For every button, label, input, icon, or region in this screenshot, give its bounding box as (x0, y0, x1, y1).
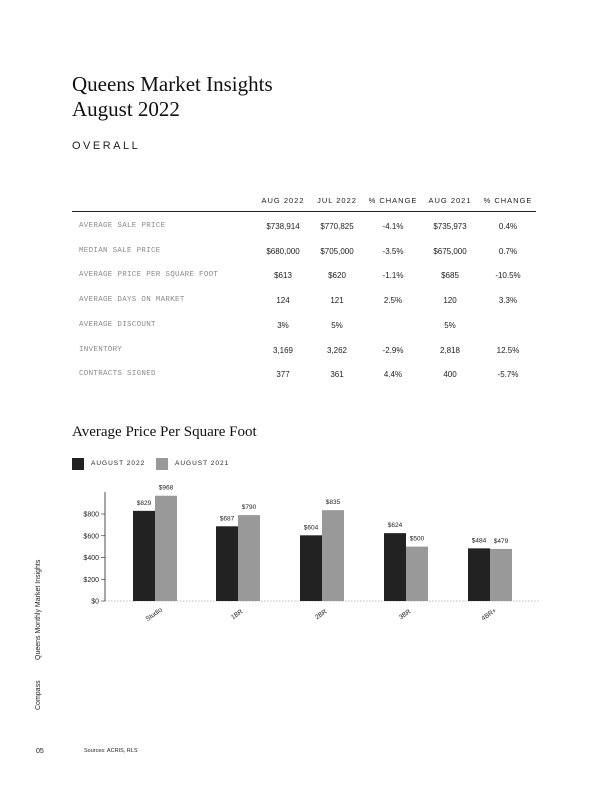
table-cell: -1.1% (382, 271, 404, 280)
bar-aug-2022 (300, 535, 322, 601)
table-cell: 3,169 (272, 346, 294, 355)
bar-value-label: $479 (493, 537, 509, 545)
bar-value-label: $484 (471, 537, 487, 545)
table-cell: 3.3% (498, 296, 518, 305)
table-cell: 0.7% (498, 247, 518, 256)
table-cell: 4.4% (383, 370, 403, 379)
table-row (0, 222, 612, 236)
bar-value-label: $687 (219, 515, 235, 523)
bar-value-label: $624 (387, 522, 403, 530)
table-cell: $680,000 (266, 247, 300, 256)
bar-aug-2021 (490, 549, 512, 601)
sources-note: Sources: ACRIS, RLS (84, 748, 138, 754)
table-cell: $705,000 (320, 247, 354, 256)
x-tick-label: Studio (144, 606, 164, 623)
table-cell: $735,973 (433, 222, 467, 231)
bar-value-label: $829 (136, 499, 152, 507)
column-header: % CHANGE (483, 196, 533, 205)
bar-aug-2021 (155, 496, 177, 601)
table-cell: -4.1% (382, 222, 404, 231)
table-cell: $675,000 (433, 247, 467, 256)
chart-title: Average Price Per Square Foot (72, 424, 257, 440)
bar-chart (0, 470, 612, 640)
title-line-1: Queens Market Insights (72, 72, 273, 96)
table-cell: 361 (330, 370, 344, 379)
table-cell: -10.5% (495, 271, 521, 280)
bar-value-label: $790 (241, 504, 257, 512)
bar-aug-2022 (384, 533, 406, 601)
column-header: JUL 2022 (317, 196, 357, 205)
table-row (0, 271, 612, 285)
y-tick-label: $600 (83, 533, 99, 541)
table-cell: $770,825 (320, 222, 354, 231)
y-tick-label: $200 (83, 576, 99, 584)
table-cell: 3,262 (326, 346, 348, 355)
bar-aug-2022 (216, 526, 238, 601)
table-cell: -5.7% (497, 370, 519, 379)
page-number: 05 (36, 748, 44, 755)
table-row (0, 247, 612, 261)
bar-aug-2021 (238, 515, 260, 601)
bar-value-label: $835 (325, 499, 341, 507)
row-label: AVERAGE PRICE PER SQUARE FOOT (79, 271, 219, 279)
row-label: MEDIAN SALE PRICE (79, 247, 161, 255)
table-row (0, 370, 612, 384)
section-label: OVERALL (72, 140, 141, 152)
table-cell: 121 (330, 296, 344, 305)
bar-value-label: $968 (158, 484, 174, 492)
legend-swatch (156, 458, 168, 470)
column-header: AUG 2021 (428, 196, 472, 205)
table-cell: 5% (331, 321, 343, 330)
bar-aug-2022 (468, 548, 490, 601)
table-row (0, 321, 612, 335)
row-label: CONTRACTS SIGNED (79, 370, 156, 378)
x-tick-label: 1BR (229, 608, 245, 622)
column-header: AUG 2022 (261, 196, 305, 205)
table-cell: 2,818 (439, 346, 461, 355)
x-tick-label: 4BR+ (480, 607, 498, 623)
table-cell: -3.5% (382, 247, 404, 256)
y-tick-label: $400 (83, 555, 99, 562)
title-line-2: August 2022 (72, 97, 180, 121)
legend-swatch (72, 458, 84, 470)
bar-value-label: $500 (409, 535, 425, 543)
table-rule (72, 211, 536, 212)
x-tick-label: 2BR (313, 608, 329, 622)
bar-aug-2022 (133, 511, 155, 601)
y-tick-label: $0 (91, 598, 99, 606)
table-cell: 5% (444, 321, 456, 330)
page-title (72, 72, 273, 122)
legend-label: AUGUST 2021 (175, 460, 230, 467)
table-cell: 124 (276, 296, 290, 305)
table-row (0, 346, 612, 360)
table-cell: $620 (328, 271, 346, 280)
bar-value-label: $604 (303, 524, 319, 532)
row-label: AVERAGE DISCOUNT (79, 321, 156, 329)
y-tick-label: $800 (83, 511, 99, 519)
legend-label: AUGUST 2022 (91, 460, 146, 467)
row-label: AVERAGE SALE PRICE (79, 222, 166, 230)
sidebar-publication: Queens Monthly Market Insights (35, 559, 42, 660)
bar-aug-2021 (322, 510, 344, 601)
table-cell: 3% (277, 321, 289, 330)
table-cell: -2.9% (382, 346, 404, 355)
table-cell: 120 (443, 296, 457, 305)
sidebar-brand: Compass (35, 680, 42, 710)
table-cell: $685 (441, 271, 459, 280)
x-tick-label: 3BR (397, 608, 413, 622)
table-cell: 2.5% (383, 296, 403, 305)
column-header: % CHANGE (368, 196, 418, 205)
table-cell: 400 (443, 370, 457, 379)
bar-aug-2021 (406, 547, 428, 601)
table-cell: 377 (276, 370, 290, 379)
row-label: INVENTORY (79, 346, 123, 354)
table-row (0, 296, 612, 310)
table-cell: 0.4% (498, 222, 518, 231)
row-label: AVERAGE DAYS ON MARKET (79, 296, 185, 304)
table-cell: $738,914 (266, 222, 300, 231)
table-cell: $613 (274, 271, 292, 280)
table-cell: 12.5% (496, 346, 520, 355)
